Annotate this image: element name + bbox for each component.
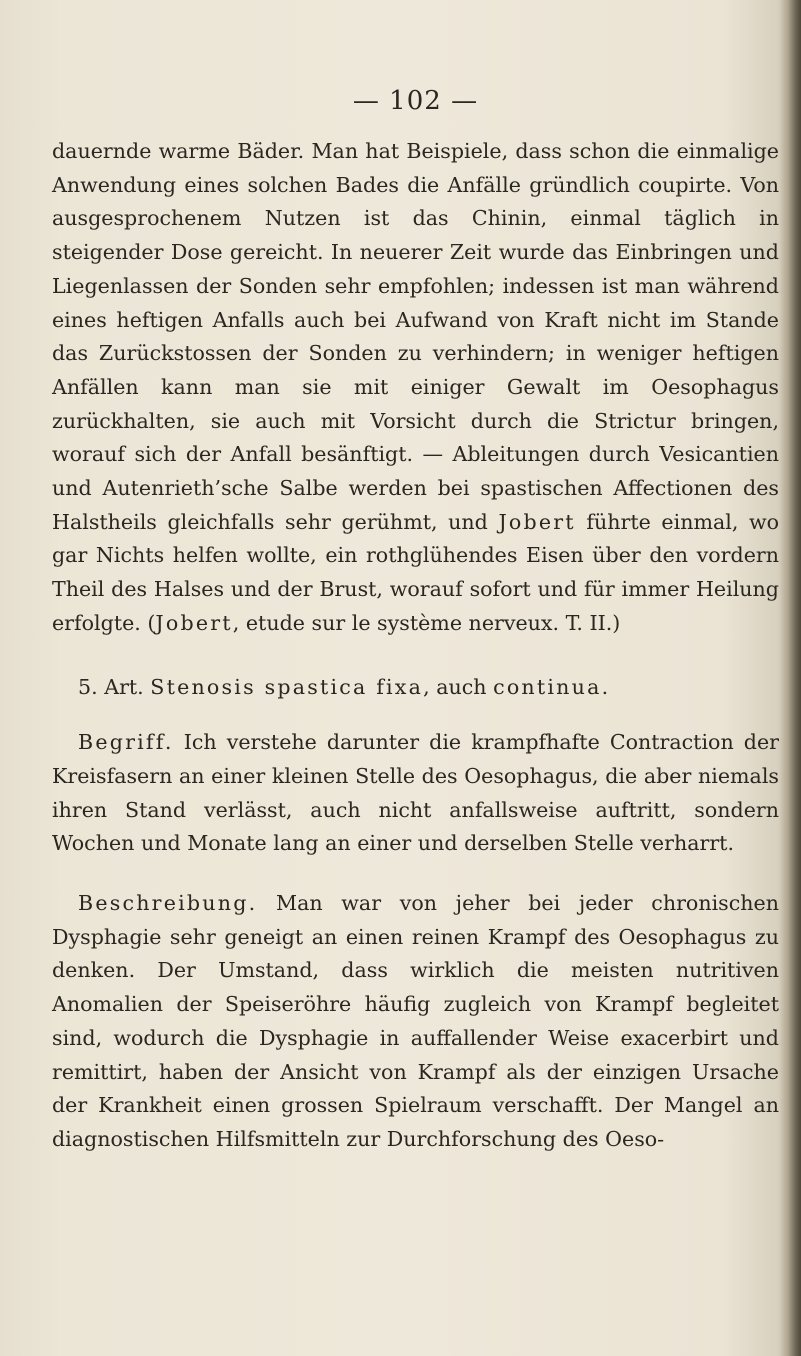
section-heading-end: . bbox=[601, 674, 609, 699]
citation-author-jobert: Jobert bbox=[155, 610, 233, 635]
paragraph-1 bbox=[52, 135, 779, 641]
section-subtitle: continua bbox=[493, 674, 602, 699]
paragraph-1-part-2: führte einmal, wo gar Nichts helfen wollte, ein rothglühendes Eisen über den vordern Theil des Halses und der Brust, worauf sofort und für immer Heilung erfolgte. ( bbox=[52, 509, 780, 635]
label-beschreibung: Beschreibung. bbox=[78, 891, 258, 916]
paragraph-1-part-3: , etude sur le système nerveux. T. II.) bbox=[232, 610, 621, 635]
paragraph-1-text bbox=[52, 135, 779, 641]
section-heading bbox=[52, 671, 779, 705]
page-number: — 102 — bbox=[352, 86, 479, 116]
paragraph-2-body: Ich verstehe darunter die krampfhafte Contraction der Kreisfasern an einer kleinen Stelle des Oesophagus, die aber niemals ihren Stand verlässt, auch nicht anfallsweise auftritt, sondern Wochen und Monate lang an einer und derselben Stelle verharrt. bbox=[52, 730, 780, 856]
section-number: 5. Art. bbox=[78, 674, 144, 699]
paragraph-2-text bbox=[52, 726, 779, 861]
paragraph-2 bbox=[52, 726, 779, 861]
label-begriff: Begriff. bbox=[78, 730, 174, 755]
paragraph-3-body: Man war von jeher bei jeder chronischen Dysphagie sehr geneigt an einen reinen Krampf des Oesophagus zu denken. Der Umstand, dass wirklich die meisten nutritiven Anomalien der Speiseröhre häufig zugleich von Krampf begleitet sind, wodurch die Dysphagie in auffallender Weise exacerbirt und remittirt, haben der Ansicht von Krampf als der einzigen Ursache der Krankheit einen grossen Spielraum verschafft. Der Mangel an diagnostischen Hilfsmitteln zur Durchforschung des Oeso- bbox=[52, 891, 779, 1151]
paragraph-3-text bbox=[52, 887, 779, 1157]
section-subtitle-prefix: , auch bbox=[423, 674, 487, 699]
paragraph-1-part-1: dauernde warme Bäder. Man hat Beispiele, dass schon die einmalige Anwendung eines solchen Bades die Anfälle gründlich coupirte. Von ausgesprochenem Nutzen ist das Chinin, einmal täglich in steigender Dose gereicht. In neuerer Zeit wurde das Einbringen und Liegenlassen der Sonden sehr empfohlen; indessen ist man während eines heftigen Anfalls auch bei Aufwand von Kraft nicht im Stande das Zurückstossen der Sonden zu verhindern; in weniger heftigen Anfällen kann man sie mit einiger Gewalt im Oesophagus zurückhalten, sie auch mit Vorsicht durch die Strictur bringen, worauf sich der Anfall besänftigt. — Ableitungen durch Vesicantien und Autenrieth’sche Salbe werden bei spastischen Affectionen des Halstheils gleichfalls sehr gerühmt, und bbox=[52, 139, 779, 534]
paragraph-3 bbox=[52, 887, 779, 1157]
author-name-jobert: Jobert bbox=[498, 509, 576, 534]
section-title: Stenosis spastica fixa bbox=[150, 674, 424, 699]
page-content bbox=[52, 84, 779, 1157]
page-edge-shadow bbox=[779, 0, 801, 1356]
